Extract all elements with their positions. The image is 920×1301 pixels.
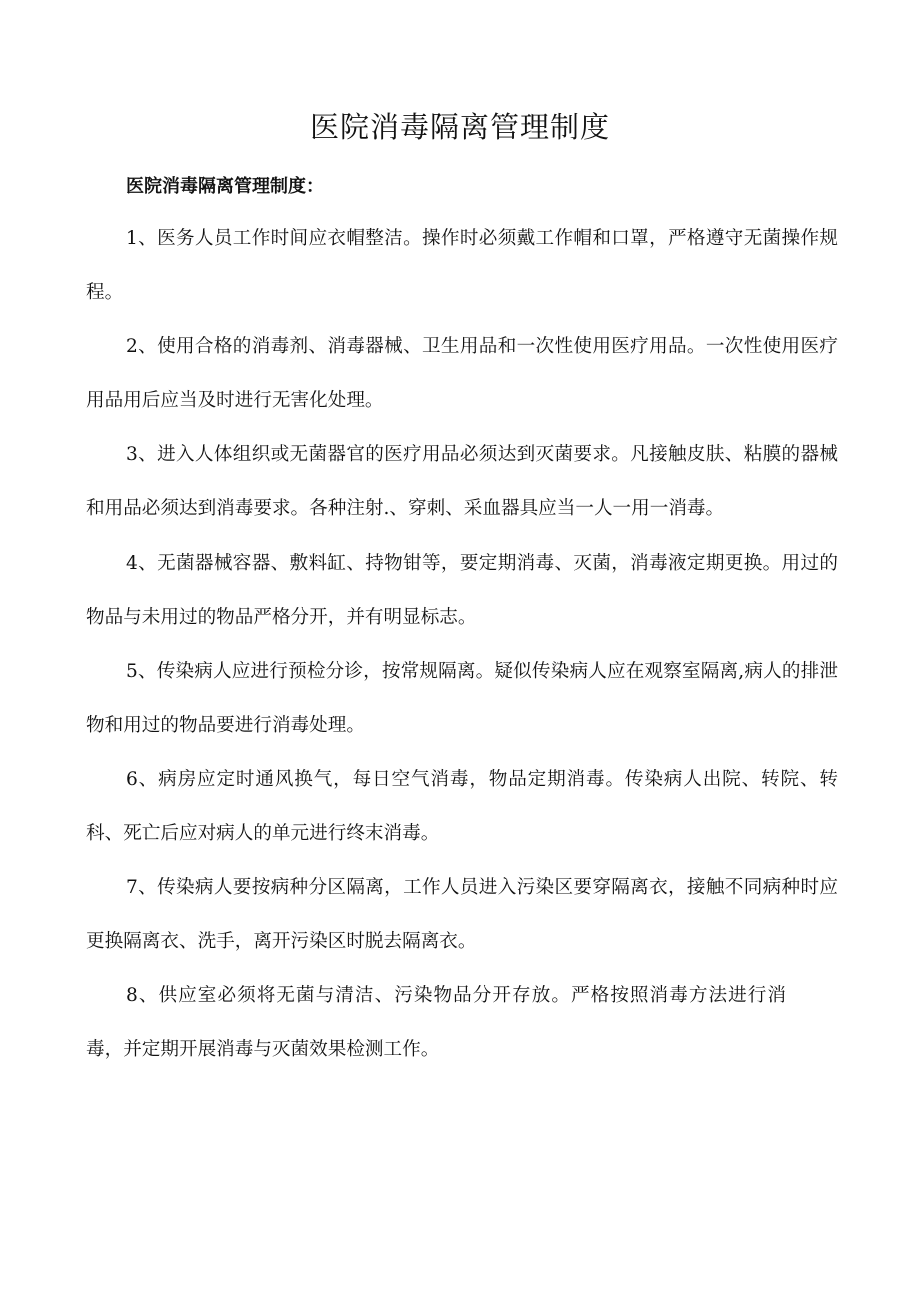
paragraph-2: 2、使用合格的消毒剂、消毒器械、卫生用品和一次性使用医疗用品。一次性使用医疗用品用后应当及时进行无害化处理。 bbox=[86, 336, 838, 411]
document-subtitle: 医院消毒隔离管理制度： bbox=[126, 176, 324, 197]
paragraph-1: 1、医务人员工作时间应衣帽整洁。操作时必须戴工作帽和口罩，严格遵守无菌操作规程。 bbox=[86, 228, 838, 303]
paragraph-4: 4、无菌器械容器、敷料缸、持物钳等，要定期消毒、灭菌，消毒液定期更换。用过的物品与未用过的物品严格分开，并有明显标志。 bbox=[86, 553, 838, 628]
paragraph-7: 7、传染病人要按病种分区隔离，工作人员进入污染区要穿隔离衣，接触不同病种时应更换隔离衣、洗手，离开污染区时脱去隔离衣。 bbox=[86, 877, 838, 952]
paragraph-5: 5、传染病人应进行预检分诊，按常规隔离。疑似传染病人应在观察室隔离,病人的排泄物和用过的物品要进行消毒处理。 bbox=[86, 661, 838, 736]
document-title: 医院消毒隔离管理制度 bbox=[309, 110, 610, 144]
paragraph-6: 6、病房应定时通风换气，每日空气消毒，物品定期消毒。传染病人出院、转院、转科、死亡后应对病人的单元进行终末消毒。 bbox=[86, 769, 838, 844]
paragraph-8: 8、供应室必须将无菌与清洁、污染物品分开存放。严格按照消毒方法进行消毒，并定期开展消毒与灭菌效果检测工作。 bbox=[86, 985, 786, 1060]
paragraph-3: 3、进入人体组织或无菌器官的医疗用品必须达到灭菌要求。凡接触皮肤、粘膜的器械和用品必须达到消毒要求。各种注射.、穿刺、采血器具应当一人一用一消毒。 bbox=[86, 444, 838, 519]
